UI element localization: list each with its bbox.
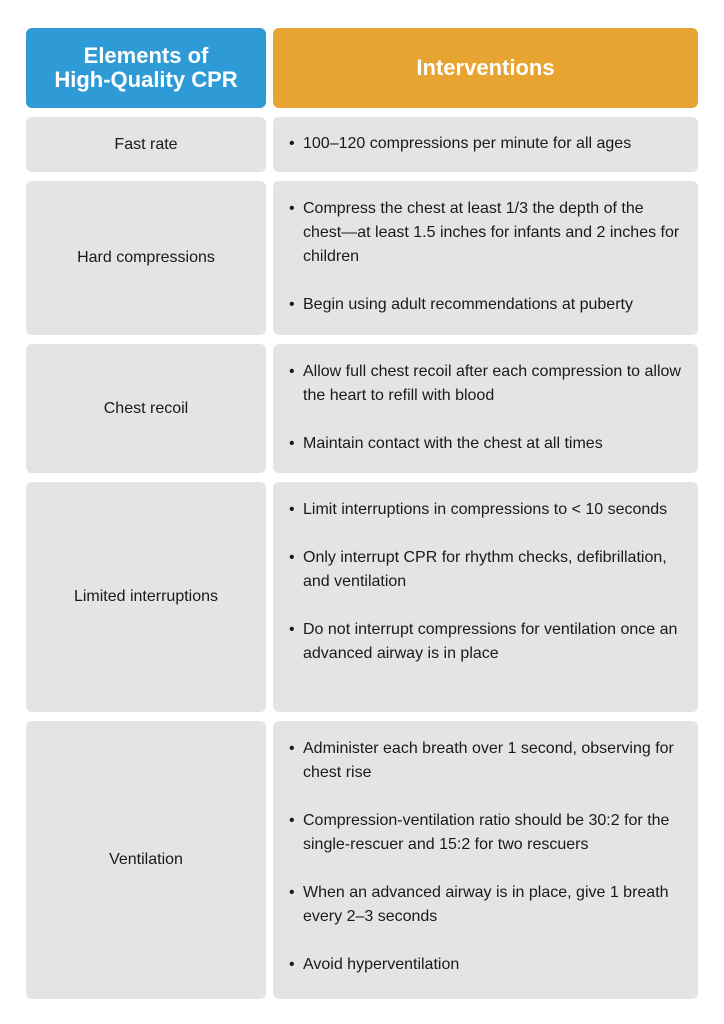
element-label: Hard compressions	[26, 181, 266, 335]
intervention-item: • Limit interruptions in compressions to < 10 seconds	[289, 498, 684, 522]
header-elements-line1: Elements of	[83, 43, 209, 68]
intervention-item: • Compress the chest at least 1/3 the depth of the chest—at least 1.5 inches for infants and 2 inches for children	[289, 197, 684, 269]
element-label: Chest recoil	[26, 344, 266, 473]
interventions-cell	[273, 181, 698, 335]
interventions-cell	[273, 482, 698, 712]
interventions-cell	[273, 721, 698, 999]
intervention-item: • Avoid hyperventilation	[289, 953, 684, 977]
element-label: Ventilation	[26, 721, 266, 999]
header-elements-line2: High-Quality CPR	[54, 67, 238, 92]
interventions-cell	[273, 117, 698, 172]
intervention-item: • Administer each breath over 1 second, observing for chest rise	[289, 737, 684, 785]
element-label: Limited interruptions	[26, 482, 266, 712]
interventions-cell	[273, 344, 698, 473]
intervention-item: • Do not interrupt compressions for ventilation once an advanced airway is in place	[289, 618, 684, 666]
intervention-item: • When an advanced airway is in place, give 1 breath every 2–3 seconds	[289, 881, 684, 929]
table-row-hard-compressions	[26, 181, 698, 335]
intervention-item: • Compression-ventilation ratio should be 30:2 for the single-rescuer and 15:2 for two rescuers	[289, 809, 684, 857]
table-row-ventilation	[26, 721, 698, 999]
intervention-item: • Allow full chest recoil after each compression to allow the heart to refill with blood	[289, 360, 684, 408]
intervention-item: • 100–120 compressions per minute for all ages	[289, 132, 684, 156]
element-label: Fast rate	[26, 117, 266, 172]
intervention-item: • Begin using adult recommendations at puberty	[289, 293, 684, 317]
table-header	[26, 28, 698, 108]
header-elements	[26, 28, 266, 108]
intervention-item: • Only interrupt CPR for rhythm checks, defibrillation, and ventilation	[289, 546, 684, 594]
table-row-chest-recoil	[26, 344, 698, 473]
table-row-fast-rate	[26, 117, 698, 172]
intervention-item: • Maintain contact with the chest at all times	[289, 432, 684, 456]
table-row-limited-interruptions	[26, 482, 698, 712]
cpr-table	[26, 28, 698, 999]
header-interventions: Interventions	[273, 28, 698, 108]
